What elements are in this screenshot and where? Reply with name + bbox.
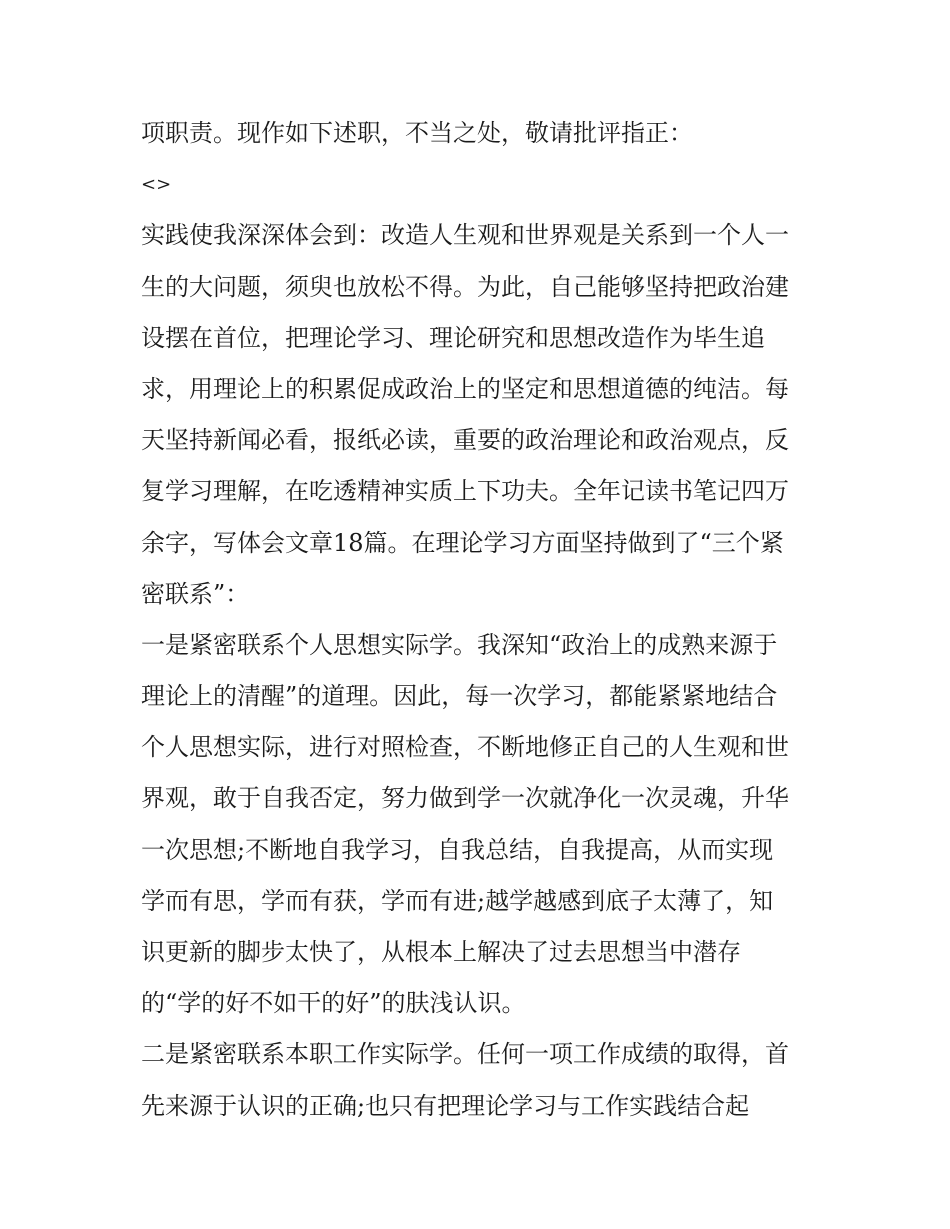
text-line: 密联系”： — [141, 579, 250, 608]
text-line: 个人思想实际，进行对照检查，不断地修正自己的人生观和世 — [141, 733, 789, 762]
text-line: 一次思想;不断地自我学习，自我总结，自我提高，从而实现 — [141, 835, 774, 864]
text-line: 实践使我深深体会到：改造人生观和世界观是关系到一个人一 — [141, 221, 789, 250]
text-line: 复学习理解，在吃透精神实质上下功夫。全年记读书笔记四万 — [141, 477, 789, 506]
text-line: 天坚持新闻必看，报纸必读，重要的政治理论和政治观点，反 — [141, 426, 789, 455]
text-line: 求，用理论上的积累促成政治上的坚定和思想道德的纯洁。每 — [141, 374, 789, 403]
text-line: 学而有思，学而有获，学而有进;越学越感到底子太薄了，知 — [141, 886, 774, 915]
text-line: 的“学的好不如干的好”的肤浅认识。 — [141, 989, 526, 1018]
body-text — [141, 108, 821, 1132]
text-line: 设摆在首位，把理论学习、理论研究和思想改造作为毕生追 — [141, 323, 765, 352]
text-line: 二是紧密联系本职工作实际学。任何一项工作成绩的取得，首 — [141, 1040, 789, 1069]
section-marker: <> — [141, 174, 172, 196]
text-line: 界观，敢于自我否定，努力做到学一次就净化一次灵魂，升华 — [141, 784, 789, 813]
text-line: 项职责。现作如下述职，不当之处，敬请批评指正： — [141, 119, 693, 147]
text-line: 生的大问题，须臾也放松不得。为此，自己能够坚持把政治建 — [141, 272, 789, 301]
text-line: 先来源于认识的正确;也只有把理论学习与工作实践结合起 — [141, 1091, 750, 1120]
text-line: 识更新的脚步太快了，从根本上解决了过去思想当中潜存 — [141, 938, 741, 966]
text-line: 一是紧密联系个人思想实际学。我深知“政治上的成熟来源于 — [141, 630, 778, 659]
text-line: 理论上的清醒”的道理。因此，每一次学习，都能紧紧地结合 — [141, 682, 778, 711]
text-line: 余字，写体会文章18篇。在理论学习方面坚持做到了“三个紧 — [141, 528, 784, 557]
